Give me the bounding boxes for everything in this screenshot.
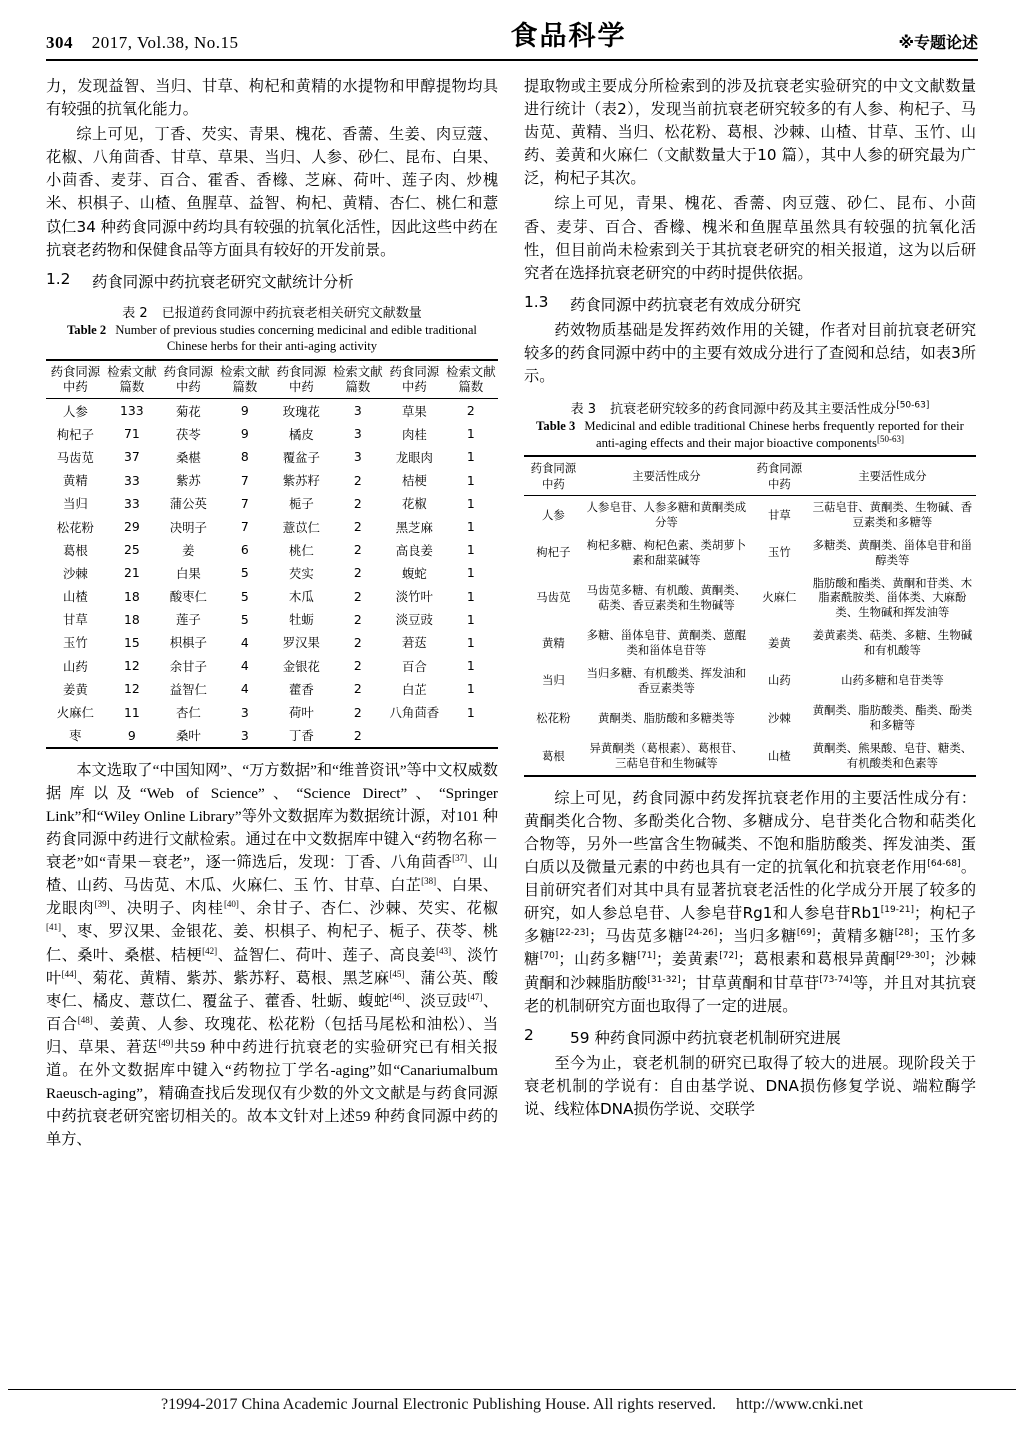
literature-count-cell: 18 bbox=[123, 588, 140, 604]
literature-count-cell: 33 bbox=[123, 495, 140, 511]
herb-name-cell: 玉竹 bbox=[767, 545, 791, 560]
herb-name-cell: 火麻仁 bbox=[762, 590, 797, 605]
table-2-label-cn: 表 2 bbox=[122, 305, 148, 321]
herb-name-cell: 栀子 bbox=[288, 496, 314, 512]
active-components-cell: 多糖类、黄酮类、甾体皂苷和甾醇类等 bbox=[812, 538, 973, 567]
herb-name-cell: 菊花 bbox=[175, 403, 201, 419]
literature-count-cell: 2 bbox=[353, 472, 362, 488]
literature-count-cell bbox=[444, 724, 498, 748]
literature-count-cell: 1 bbox=[466, 426, 475, 442]
active-components-cell: 脂肪酸和酯类、黄酮和苷类、木脂素酰胺类、甾体类、大麻酚类、生物碱和挥发油等 bbox=[812, 575, 973, 620]
literature-count-cell: 37 bbox=[123, 449, 140, 465]
table-row bbox=[46, 492, 498, 515]
table-row bbox=[524, 699, 976, 737]
table-row bbox=[524, 662, 976, 700]
herb-name-cell: 沙棘 bbox=[62, 565, 88, 581]
herb-name-cell: 紫苏籽 bbox=[282, 473, 320, 489]
literature-count-cell: 3 bbox=[353, 403, 362, 419]
literature-count-cell: 5 bbox=[240, 588, 249, 604]
t2-h5: 检索文献篇数 bbox=[331, 360, 385, 399]
table-row bbox=[46, 398, 498, 422]
herb-name-cell: 桔梗 bbox=[401, 473, 427, 489]
herb-name-cell: 淡竹叶 bbox=[395, 589, 433, 605]
t2-h3: 检索文献篇数 bbox=[218, 360, 272, 399]
literature-count-cell: 15 bbox=[123, 634, 140, 650]
literature-count-cell: 1 bbox=[466, 588, 475, 604]
active-components-cell: 山药多糖和皂苷类等 bbox=[841, 673, 944, 688]
literature-count-cell: 7 bbox=[240, 495, 249, 511]
herb-name-cell: 沙棘 bbox=[767, 710, 791, 725]
t3-h0: 药食同源中药 bbox=[524, 456, 583, 496]
table-3-cn-ref: [50-63] bbox=[896, 400, 930, 411]
literature-count-cell: 2 bbox=[353, 658, 362, 674]
herb-name-cell: 决明子 bbox=[169, 519, 207, 535]
literature-count-cell: 11 bbox=[123, 704, 140, 720]
literature-count-cell: 3 bbox=[353, 426, 362, 442]
literature-count-cell: 2 bbox=[353, 681, 362, 697]
herb-name-cell: 姜黄 bbox=[767, 635, 791, 650]
herb-name-cell: 覆盆子 bbox=[282, 449, 320, 465]
t2-h2: 药食同源中药 bbox=[159, 360, 218, 399]
table-row bbox=[46, 677, 498, 700]
table-3-body bbox=[524, 496, 976, 776]
left-paragraph-2: 综上可见，丁香、芡实、青果、槐花、香薷、生姜、肉豆蔻、花椒、八角茴香、甘草、草果、当归、人参、砂仁、昆布、白果、小茴香、麦芽、百合、霍香、香橼、芝麻、荷叶、莲子肉、炒槐米、枳椇子、山楂、鱼腥草、益智、枸杞、黄精、杏仁、桃仁和薏苡仁34 种药食同源中药均具有较强的抗氧化活性，因此这些中药在抗衰老药物和保健食品等方面具有较好的开发前景。 bbox=[46, 125, 498, 259]
section-heading-2 bbox=[524, 1026, 976, 1048]
table-row bbox=[46, 608, 498, 631]
herb-name-cell: 莙荙 bbox=[401, 635, 427, 651]
t3-h3: 主要活性成分 bbox=[809, 456, 976, 496]
herb-name-cell: 松花粉 bbox=[536, 710, 571, 725]
right-paragraph-5: 至今为止，衰老机制的研究已取得了较大的进展。现阶段关于衰老机制的学说有：自由基学说、DNA损伤修复学说、端粒酶学说、线粒体DNA损伤学说、交联学 bbox=[524, 1053, 976, 1118]
literature-count-cell: 33 bbox=[123, 472, 140, 488]
section-title: 59 种药食同源中药抗衰老机制研究进展 bbox=[570, 1028, 841, 1047]
literature-count-cell: 1 bbox=[466, 658, 475, 674]
herb-name-cell: 茯苓 bbox=[175, 426, 201, 442]
table-row bbox=[46, 445, 498, 468]
active-components-cell: 黄酮类、熊果酸、皂苷、糖类、有机酸类和色素等 bbox=[812, 741, 973, 770]
literature-count-cell: 12 bbox=[123, 681, 140, 697]
herb-name-cell: 枳椇子 bbox=[169, 635, 207, 651]
literature-count-cell: 6 bbox=[240, 542, 249, 558]
herb-name-cell: 藿香 bbox=[288, 681, 314, 697]
table-3-en-ref: [50-63] bbox=[876, 433, 904, 444]
herb-name-cell: 淡豆豉 bbox=[395, 612, 433, 628]
herb-name-cell: 紫苏 bbox=[175, 473, 201, 489]
herb-name-cell: 桃仁 bbox=[288, 542, 314, 558]
table-3 bbox=[524, 455, 976, 776]
right-paragraph-2: 综上可见，青果、槐花、香薷、肉豆蔻、砂仁、昆布、小茴香、麦芽、百合、香橼、槐米和鱼腥草虽然具有较强的抗氧化活性，但目前尚未检索到关于其抗衰老研究的相关报道，这为以后研究者在选择抗衰老研究的中药时提供依据。 bbox=[524, 194, 976, 282]
literature-count-cell: 18 bbox=[123, 611, 140, 627]
herb-name-cell: 山楂 bbox=[62, 589, 88, 605]
literature-count-cell: 5 bbox=[240, 565, 249, 581]
table-row bbox=[46, 700, 498, 723]
literature-count-cell: 1 bbox=[466, 449, 475, 465]
herb-name-cell: 橘皮 bbox=[288, 426, 314, 442]
table-row bbox=[524, 737, 976, 776]
literature-count-cell: 3 bbox=[353, 449, 362, 465]
herb-name-cell: 玉竹 bbox=[62, 635, 88, 651]
herb-name-cell: 莲子 bbox=[175, 612, 201, 628]
herb-name-cell: 八角茴香 bbox=[389, 705, 440, 720]
literature-count-cell: 3 bbox=[240, 704, 249, 720]
herb-name-cell: 罗汉果 bbox=[282, 635, 320, 651]
active-components-cell: 黄酮类、脂肪酸和多糖类等 bbox=[598, 710, 735, 725]
table-2-body bbox=[46, 398, 498, 747]
table-row bbox=[524, 572, 976, 624]
footer-rule bbox=[8, 1389, 1016, 1390]
active-components-cell: 枸杞多糖、枸杞色素、类胡萝卜素和甜菜碱等 bbox=[586, 538, 747, 567]
table-row bbox=[524, 496, 976, 534]
herb-name-cell: 葛根 bbox=[62, 542, 88, 558]
herb-name-cell: 玫瑰花 bbox=[282, 403, 320, 419]
literature-count-cell: 1 bbox=[466, 681, 475, 697]
literature-count-cell: 12 bbox=[123, 658, 140, 674]
journal-title: 食品科学 bbox=[510, 21, 627, 52]
table-row bbox=[46, 561, 498, 584]
literature-count-cell: 21 bbox=[123, 565, 140, 581]
literature-count-cell: 4 bbox=[240, 681, 249, 697]
herb-name-cell: 蒲公英 bbox=[169, 496, 207, 512]
table-2 bbox=[46, 359, 498, 749]
table-row bbox=[46, 654, 498, 677]
literature-count-cell: 4 bbox=[240, 634, 249, 650]
herb-name-cell: 马齿苋 bbox=[56, 449, 94, 465]
table-2-caption-en bbox=[46, 322, 498, 355]
herb-name-cell: 马齿苋 bbox=[536, 590, 571, 605]
herb-name-cell: 高良姜 bbox=[395, 542, 433, 558]
t2-h6: 药食同源中药 bbox=[385, 360, 444, 399]
table-row bbox=[524, 534, 976, 572]
header-rule bbox=[46, 59, 978, 61]
left-column bbox=[46, 75, 498, 1153]
herb-name-cell: 人参 bbox=[62, 403, 88, 419]
herb-name-cell: 荷叶 bbox=[288, 705, 314, 720]
body-columns bbox=[46, 75, 978, 1153]
literature-count-cell: 1 bbox=[466, 472, 475, 488]
active-components-cell: 黄酮类、脂肪酸类、酯类、酚类和多糖等 bbox=[812, 703, 973, 733]
page-footer bbox=[0, 1389, 1024, 1414]
herb-name-cell: 木瓜 bbox=[288, 589, 314, 605]
cnki-url: http://www.cnki.net bbox=[736, 1396, 863, 1413]
herb-name-cell: 姜 bbox=[182, 542, 195, 558]
literature-count-cell: 9 bbox=[240, 426, 249, 442]
herb-name-cell: 龙眼肉 bbox=[395, 449, 433, 465]
herb-name-cell: 枣 bbox=[69, 728, 82, 744]
herb-name-cell: 桑叶 bbox=[175, 728, 201, 744]
herb-name-cell: 葛根 bbox=[541, 748, 565, 763]
right-paragraph-4: 综上可见，药食同源中药发挥抗衰老作用的主要活性成分有：黄酮类化合物、多酚类化合物、多糖成分、皂苷类化合物和萜类化合物等，另外一些富含生物碱类、不饱和脂肪酸类、挥发油类、蛋白质以及微量元素的中药也具有一定的抗氧化和抗衰老作用[64-68]。目前研究者们对其中具有显著抗衰老活性的化学成分开展了较多的研究，如人参总皂苷、人参皂苷Rg1和人参皂苷Rb1[19-21]；枸杞子多糖[22-23]；马齿苋多糖[24-26]；当归多糖[69]；黄精多糖[28]；玉竹多糖[70]；山药多糖[71]；姜黄素[72]；葛根素和葛根异黄酮[29-30]；沙棘黄酮和沙棘脂肪酸[31-32]；甘草黄酮和甘草苷[73-74]等，并且对其抗衰老的机制研究方面也取得了一定的进展。 bbox=[524, 788, 977, 1015]
herb-name-cell bbox=[385, 724, 444, 748]
active-components-cell: 姜黄素类、萜类、多糖、生物碱和有机酸等 bbox=[812, 628, 973, 657]
t2-h1: 检索文献篇数 bbox=[105, 360, 159, 399]
herb-name-cell: 黄精 bbox=[62, 473, 88, 489]
herb-name-cell: 山药 bbox=[767, 673, 791, 688]
herb-name-cell: 益智仁 bbox=[169, 681, 207, 697]
literature-count-cell: 7 bbox=[240, 472, 249, 488]
herb-name-cell: 甘草 bbox=[767, 507, 791, 522]
page-header bbox=[46, 0, 978, 53]
herb-name-cell: 当归 bbox=[62, 496, 88, 512]
herb-name-cell: 松花粉 bbox=[56, 519, 94, 535]
active-components-cell: 多糖、甾体皂苷、黄酮类、蒽醌类和甾体皂苷等 bbox=[586, 628, 747, 657]
literature-count-cell: 1 bbox=[466, 565, 475, 581]
table-row bbox=[524, 624, 976, 662]
active-components-cell: 异黄酮类（葛根素）、葛根苷、三萜皂苷和生物碱等 bbox=[589, 741, 744, 770]
literature-count-cell: 4 bbox=[240, 658, 249, 674]
table-row bbox=[46, 538, 498, 561]
literature-count-cell: 1 bbox=[466, 542, 475, 558]
table-3-label-cn: 表 3 bbox=[570, 402, 597, 418]
header-left bbox=[46, 33, 239, 53]
herb-name-cell: 余甘子 bbox=[169, 658, 207, 674]
copyright-text: ?1994-2017 China Academic Journal Electronic Publishing House. All rights reserved. bbox=[161, 1396, 717, 1413]
herb-name-cell: 百合 bbox=[401, 658, 427, 674]
left-paragraph-1: 力，发现益智、当归、甘草、枸杞和黄精的水提物和甲醇提物均具有较强的抗氧化能力。 bbox=[46, 77, 498, 119]
table-3-title-cn: 抗衰老研究较多的药食同源中药及其主要活性成分 bbox=[610, 402, 897, 418]
table-2-block bbox=[46, 302, 498, 749]
literature-count-cell: 2 bbox=[353, 727, 362, 743]
page-number: 304 bbox=[46, 33, 73, 52]
herb-name-cell: 白芷 bbox=[401, 681, 427, 697]
herb-name-cell: 薏苡仁 bbox=[282, 519, 320, 535]
table-3-header-row bbox=[524, 456, 976, 496]
herb-name-cell: 黄精 bbox=[541, 635, 565, 650]
table-row bbox=[46, 515, 498, 538]
table-row bbox=[46, 469, 498, 492]
t3-h2: 药食同源中药 bbox=[750, 456, 809, 496]
journal-issue-info: 2017, Vol.38, No.15 bbox=[91, 33, 239, 52]
active-components-cell: 当归多糖、有机酸类、挥发油和香豆素类等 bbox=[586, 665, 747, 695]
table-2-title-en: Number of previous studies concerning medicinal and edible traditional Chinese herbs for their anti-aging activity bbox=[115, 322, 477, 354]
t2-h0: 药食同源中药 bbox=[46, 360, 105, 399]
literature-count-cell: 1 bbox=[466, 611, 475, 627]
literature-count-cell: 133 bbox=[120, 403, 144, 419]
section-label: ※专题论述 bbox=[898, 33, 978, 52]
table-2-caption-cn bbox=[46, 302, 498, 321]
section-number: 2 bbox=[524, 1025, 534, 1044]
herb-name-cell: 山楂 bbox=[767, 748, 791, 763]
herb-name-cell: 枸杞子 bbox=[536, 545, 571, 560]
literature-count-cell: 2 bbox=[353, 565, 362, 581]
table-2-title-cn: 已报道药食同源中药抗衰老相关研究文献数量 bbox=[161, 305, 422, 321]
active-components-cell: 马齿苋多糖、有机酸、黄酮类、萜类、香豆素类和生物碱等 bbox=[586, 583, 747, 612]
literature-count-cell: 1 bbox=[466, 495, 475, 511]
table-3-title-en: Medicinal and edible traditional Chinese herbs frequently reported for their anti-aging effects and their major bioactive components bbox=[584, 419, 964, 450]
t2-h7: 检索文献篇数 bbox=[444, 360, 498, 399]
table-row bbox=[46, 724, 498, 748]
herb-name-cell: 金银花 bbox=[282, 658, 320, 674]
literature-count-cell: 9 bbox=[240, 403, 249, 419]
table-row bbox=[46, 631, 498, 654]
herb-name-cell: 肉桂 bbox=[401, 426, 427, 442]
literature-count-cell: 1 bbox=[466, 634, 475, 650]
table-row bbox=[46, 422, 498, 445]
herb-name-cell: 草果 bbox=[401, 403, 427, 419]
right-paragraph-1: 提取物或主要成分所检索到的涉及抗衰老实验研究的中文文献数量进行统计（表2），发现当前抗衰老研究较多的有人参、枸杞子、马齿苋、黄精、当归、松花粉、葛根、沙棘、山楂、甘草、玉竹、山药、姜黄和火麻仁（文献数量大于10 篇），其中人参的研究最为广泛，枸杞子其次。 bbox=[524, 77, 976, 188]
section-title: 药食同源中药抗衰老有效成分研究 bbox=[570, 295, 801, 314]
literature-count-cell: 25 bbox=[123, 542, 140, 558]
literature-count-cell: 2 bbox=[353, 519, 362, 534]
herb-name-cell: 丁香 bbox=[288, 728, 314, 744]
herb-name-cell: 酸枣仁 bbox=[169, 589, 207, 605]
herb-name-cell: 火麻仁 bbox=[56, 705, 94, 720]
left-paragraph-3: 本文选取了“中国知网”、“万方数据”和“维普资讯”等中文权威数据库以及“Web of Science”、“Science Direct”、“Springer Link”和“Wiley Online Library”等外文数据库为数据统计源，对101 种药食同源中药进行文献检索。通过在中文数据库中键入“药物名称－衰老”如“青果－衰老”，逐一筛选后，发现：丁香、八角茴香[37]、山楂、山药、马齿苋、木瓜、火麻仁、玉 竹、甘草、白芷[38]、白果、龙眼肉[39]、决明子、肉桂[40]、余甘子、杏仁、沙棘、芡实、花椒[41]、枣、罗汉果、金银花、姜、枳椇子、枸杞子、栀子、茯苓、桃仁、桑叶、桑椹、桔梗[42]、益智仁、荷叶、莲子、高良姜[43]、淡竹叶[44]、菊花、黄精、紫苏、紫苏籽、葛根、黑芝麻[45]、蒲公英、酸枣仁、橘皮、薏苡仁、覆盆子、藿香、牡蛎、蝮蛇[46]、淡豆豉[47]、百合[48]、姜黄、人参、玫瑰花、松花粉（包括马尾松和油松）、当归、草果、莙荙[49]共59 种中药进行抗衰老的实验研究已有相关报道。在外文数据库中键入“药物拉丁学名-aging”如“Canariumalbum Raeusch-aging”，精确查找后发现仅有少数的外文文献是与药食同源中药抗衰老研究密切相关的。故本文针对上述59 种药食同源中药的单方、 bbox=[46, 761, 499, 1149]
right-column bbox=[524, 75, 976, 1153]
literature-count-cell: 5 bbox=[240, 611, 249, 627]
literature-count-cell: 2 bbox=[353, 634, 362, 650]
t2-h4: 药食同源中药 bbox=[272, 360, 331, 399]
literature-count-cell: 2 bbox=[466, 403, 475, 419]
literature-count-cell: 9 bbox=[127, 727, 136, 743]
literature-count-cell: 2 bbox=[353, 542, 362, 558]
herb-name-cell: 枸杞子 bbox=[56, 426, 94, 442]
table-2-header-row bbox=[46, 360, 498, 399]
section-title: 药食同源中药抗衰老研究文献统计分析 bbox=[92, 272, 354, 291]
literature-count-cell: 1 bbox=[466, 519, 475, 534]
literature-count-cell: 2 bbox=[353, 611, 362, 627]
literature-count-cell: 29 bbox=[123, 519, 140, 534]
herb-name-cell: 桑椹 bbox=[175, 449, 201, 465]
table-3-caption-en bbox=[524, 418, 976, 451]
herb-name-cell: 蝮蛇 bbox=[401, 565, 427, 581]
literature-count-cell: 71 bbox=[123, 426, 140, 442]
literature-count-cell: 2 bbox=[353, 704, 362, 720]
literature-count-cell: 1 bbox=[466, 704, 475, 720]
herb-name-cell: 白果 bbox=[175, 565, 201, 581]
t3-h1: 主要活性成分 bbox=[583, 456, 750, 496]
table-2-label-en: Table 2 bbox=[67, 322, 107, 337]
table-row bbox=[46, 584, 498, 607]
section-heading-1-2 bbox=[46, 270, 498, 292]
herb-name-cell: 杏仁 bbox=[175, 705, 201, 720]
literature-count-cell: 3 bbox=[240, 727, 249, 743]
table-3-caption-cn bbox=[524, 398, 976, 417]
literature-count-cell: 7 bbox=[240, 519, 249, 534]
section-heading-1-3 bbox=[524, 293, 976, 315]
active-components-cell: 人参皂苷、人参多糖和黄酮类成分等 bbox=[586, 500, 747, 530]
herb-name-cell: 姜黄 bbox=[62, 681, 88, 697]
section-number: 1.3 bbox=[524, 292, 549, 311]
table-3-label-en: Table 3 bbox=[536, 419, 576, 434]
literature-count-cell: 2 bbox=[353, 588, 362, 604]
right-paragraph-3: 药效物质基础是发挥药效作用的关键，作者对目前抗衰老研究较多的药食同源中药中的主要有效成分进行了查阅和总结，如表3所示。 bbox=[524, 320, 976, 386]
active-components-cell: 三萜皂苷、黄酮类、生物碱、香豆素类和多糖等 bbox=[812, 500, 973, 530]
literature-count-cell: 2 bbox=[353, 495, 362, 511]
herb-name-cell: 山药 bbox=[62, 658, 88, 674]
section-number: 1.2 bbox=[46, 269, 71, 288]
table-3-block bbox=[524, 398, 976, 777]
herb-name-cell: 黑芝麻 bbox=[395, 519, 433, 535]
herb-name-cell: 芡实 bbox=[288, 565, 314, 581]
herb-name-cell: 花椒 bbox=[401, 496, 427, 512]
herb-name-cell: 当归 bbox=[541, 673, 565, 688]
herb-name-cell: 牡蛎 bbox=[288, 612, 314, 628]
literature-count-cell: 8 bbox=[240, 449, 249, 465]
herb-name-cell: 甘草 bbox=[62, 612, 88, 628]
herb-name-cell: 人参 bbox=[541, 507, 565, 522]
